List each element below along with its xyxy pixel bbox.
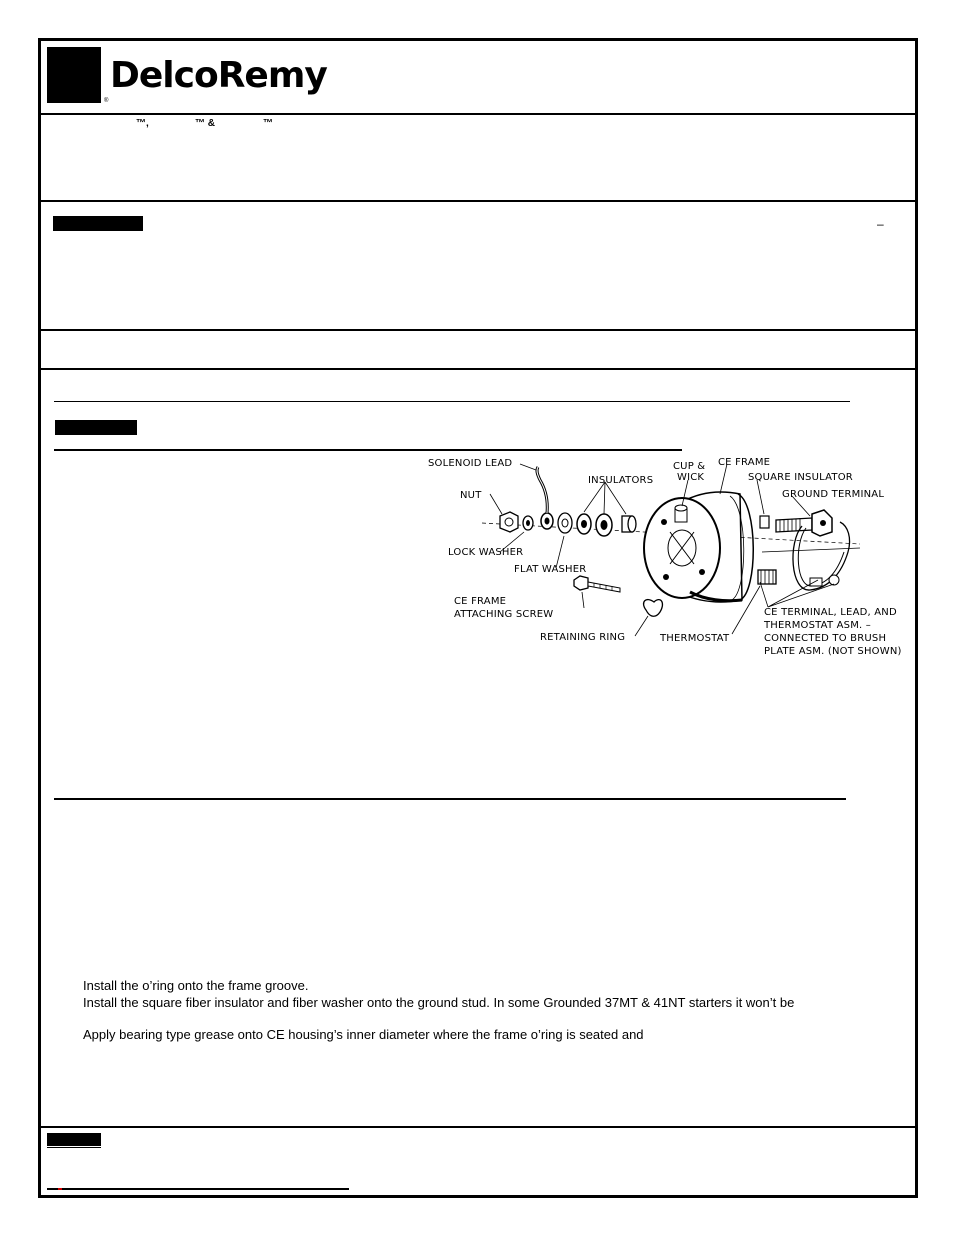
divider-section-2: [38, 329, 915, 331]
label-ce-terminal-2: THERMOSTAT ASM. –: [764, 620, 871, 631]
section-dash: –: [877, 217, 884, 231]
divider-footer: [38, 1126, 915, 1128]
label-retaining-ring: RETAINING RING: [540, 632, 626, 643]
nut-part: [500, 512, 518, 532]
instruction-line-3: Apply bearing type grease onto CE housing’s inner diameter where the frame o’ring is seated and: [83, 1027, 644, 1042]
label-square-insulator: SQUARE INSULATOR: [748, 472, 853, 483]
label-ground-terminal: GROUND TERMINAL: [782, 489, 885, 500]
instruction-line-1: Install the o’ring onto the frame groove.: [83, 978, 309, 993]
rule-1: [54, 401, 850, 402]
instruction-line-2: Install the square fiber insulator and fiber washer onto the ground stud. In some Grounded 37MT & 41NT starters it won’t be: [83, 995, 795, 1010]
label-ce-terminal-1: CE TERMINAL, LEAD, AND: [764, 607, 897, 618]
trademark-1: ™,: [136, 118, 149, 129]
label-ce-terminal-3: CONNECTED TO BRUSH: [764, 633, 887, 644]
label-lock-washer: LOCK WASHER: [448, 547, 524, 558]
insulators-part: [577, 514, 636, 536]
redacted-heading-2: [55, 420, 137, 435]
retaining-ring-part: [644, 600, 663, 617]
label-cup-wick-2: WICK: [677, 472, 705, 483]
label-ce-frame: CE FRAME: [718, 457, 771, 468]
divider-section-1: [38, 200, 915, 202]
solenoid-lead-part: [537, 467, 553, 529]
brand-logo-block: [47, 47, 101, 103]
label-ce-terminal-4: PLATE ASM. (NOT SHOWN): [764, 646, 902, 657]
trademark-2: ™ &: [195, 118, 215, 129]
redacted-heading-1: [53, 216, 143, 231]
exploded-view-figure: [420, 452, 910, 662]
label-ce-frame-attaching-2: ATTACHING SCREW: [454, 609, 554, 620]
label-solenoid-lead: SOLENOID LEAD: [428, 458, 513, 469]
label-cup-wick-1: CUP &: [673, 461, 706, 472]
ce-frame-part: [644, 492, 753, 602]
redacted-footer-heading: [47, 1133, 101, 1146]
footer-heading-underline: [47, 1147, 101, 1148]
footer-rule: [47, 1188, 349, 1190]
label-thermostat: THERMOSTAT: [660, 633, 730, 644]
label-ce-frame-attaching-1: CE FRAME: [454, 596, 507, 607]
registered-mark: ®: [104, 98, 109, 104]
lock-washer-part: [523, 516, 533, 530]
square-insulator-part: [760, 516, 769, 528]
attaching-screw-part: [574, 576, 620, 592]
divider-header: [38, 113, 915, 115]
label-insulators: INSULATORS: [588, 475, 654, 486]
flat-washer-part: [558, 513, 572, 533]
trademark-3: ™: [263, 118, 273, 129]
brand-logo-text: DelcoRemy: [110, 55, 327, 96]
rule-3: [54, 798, 846, 800]
label-nut: NUT: [460, 490, 482, 501]
footer-red-mark: [58, 1188, 62, 1190]
label-flat-washer: FLAT WASHER: [514, 564, 587, 575]
divider-section-3: [38, 368, 915, 370]
thermostat-part: [758, 570, 776, 584]
rule-2: [54, 449, 682, 451]
